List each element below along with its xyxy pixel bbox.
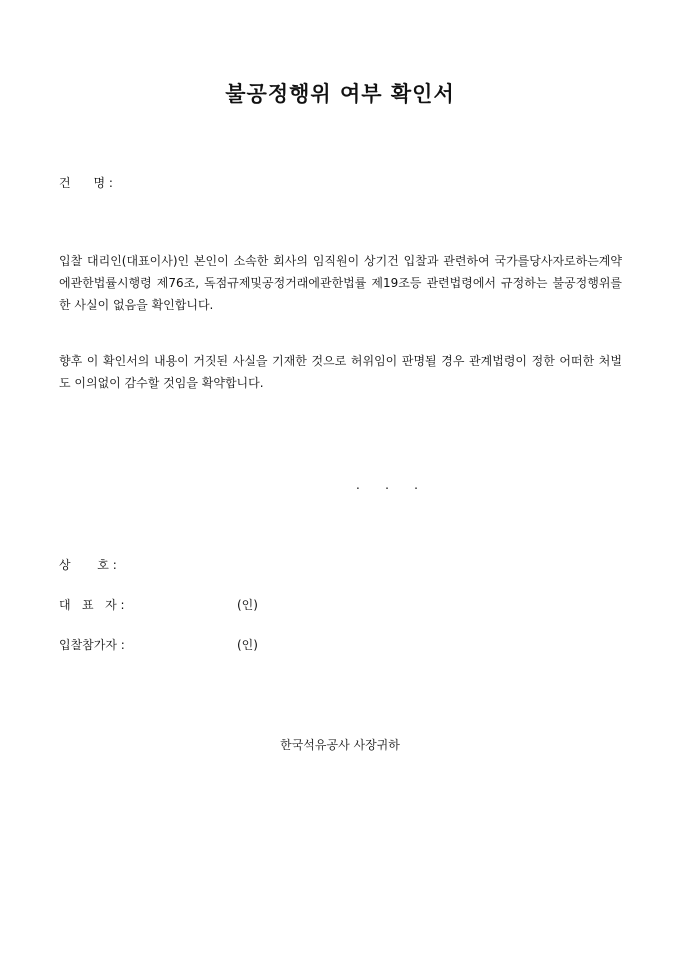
addressee: 한국석유공사 사장귀하	[280, 738, 400, 752]
representative-label: 대 표 자 :	[59, 598, 125, 612]
company-name-label: 상 호 :	[59, 558, 117, 572]
representative-seal: (인)	[237, 598, 258, 612]
document-title: 불공정행위 여부 확인서	[225, 81, 455, 106]
bidder-seal: (인)	[237, 638, 258, 652]
bidder-label: 입찰참가자 :	[59, 638, 125, 652]
date-placeholder: . . .	[356, 478, 420, 492]
confirmation-paragraph: 입찰 대리인(대표이사)인 본인이 소속한 회사의 임직원이 상기건 입찰과 관련하여 국가를당사자로하는계약에관한법률시행령 제76조, 독점규제및공정거래에관한법률 제19조등 관련법령에서 규정하는 불공정행위를 한 사실이 없음을 확인합니다.	[59, 254, 622, 312]
case-name-label: 건 명 :	[59, 176, 113, 190]
pledge-paragraph: 향후 이 확인서의 내용이 거짓된 사실을 기재한 것으로 허위임이 판명될 경우 관계법령이 정한 어떠한 처벌도 이의없이 감수할 것임을 확약합니다.	[59, 354, 622, 390]
